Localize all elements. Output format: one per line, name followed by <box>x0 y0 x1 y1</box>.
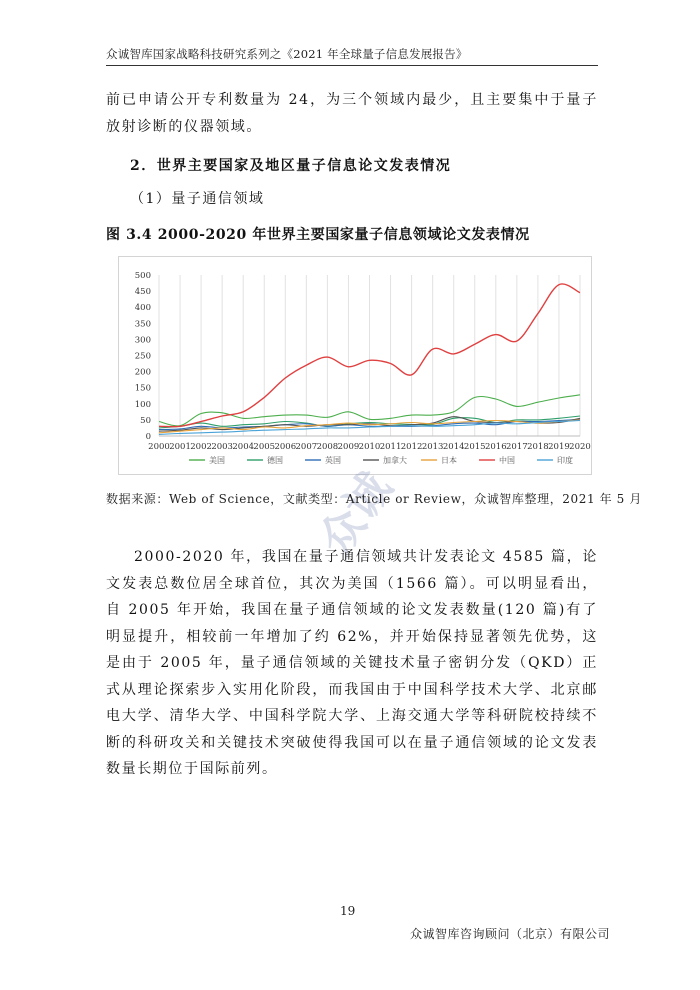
x-tick-label: 2006 <box>274 442 297 452</box>
y-tick-label: 250 <box>134 351 151 362</box>
paragraph-2: 2000-2020 年，我国在量子通信领域共计发表论文 4585 篇，论文发表总数位居全球首位，其次为美国（1566 篇）。可以明显看出，自 2005 年开始，我国在量子通信领域的论文发表数量(120 篇)有了明显提升，相较前一年增加了约 62%，并开始保持显著领先优势，这是由于 2005 年，量子通信领域的关键技术量子密钥分发（QKD）正式从理论探索步入实用化阶段，而我国由于中国科学技术大学、北京邮电大学、清华大学、中国科学院大学、上海交通大学等科研院校持续不断的科研攻关和关键技术突破使得我国可以在量子通信领域的论文发表数量长期位于国际前列。 <box>106 549 598 777</box>
legend-label: 加拿大 <box>383 456 407 465</box>
figure-title: 图 3.4 2000-2020 年世界主要国家量子信息领域论文发表情况 <box>106 227 530 243</box>
y-tick-label: 150 <box>134 383 151 394</box>
section-heading: 2．世界主要国家及地区量子信息论文发表情况 <box>130 158 452 174</box>
y-tick-label: 400 <box>134 303 151 314</box>
y-tick-label: 300 <box>134 335 151 346</box>
x-tick-label: 2018 <box>527 442 549 452</box>
subsection-heading: （1）量子通信领域 <box>130 191 265 207</box>
y-tick-label: 350 <box>134 319 151 330</box>
y-tick-label: 50 <box>140 415 151 426</box>
x-tick-label: 2014 <box>442 442 465 452</box>
watermark-text: 众诚 <box>309 463 402 565</box>
legend-label: 英国 <box>325 456 341 465</box>
legend-label: 德国 <box>267 456 283 465</box>
x-tick-label: 2011 <box>379 442 402 452</box>
legend-label: 中国 <box>499 456 515 465</box>
legend-label: 日本 <box>441 456 457 465</box>
x-tick-label: 2015 <box>463 442 486 452</box>
y-tick-label: 500 <box>134 271 151 281</box>
legend-label: 美国 <box>209 456 225 465</box>
x-tick-label: 2013 <box>421 442 444 452</box>
x-tick-label: 2002 <box>190 442 212 452</box>
legend-label: 印度 <box>557 456 573 465</box>
page-number: 19 <box>340 904 356 918</box>
x-tick-label: 2009 <box>337 442 360 452</box>
y-tick-label: 200 <box>134 367 151 378</box>
running-header: 众诚智库国家战略科技研究系列之《2021 年全球量子信息发展报告》 <box>106 47 468 61</box>
x-tick-label: 2005 <box>253 442 276 452</box>
x-tick-label: 2016 <box>484 442 507 452</box>
x-tick-label: 2020 <box>569 442 591 452</box>
y-tick-label: 450 <box>134 287 151 298</box>
x-tick-label: 2007 <box>295 442 318 452</box>
x-tick-label: 2010 <box>358 442 381 452</box>
x-tick-label: 2001 <box>169 442 191 452</box>
x-tick-label: 2008 <box>316 442 339 452</box>
x-tick-label: 2019 <box>548 442 570 452</box>
y-tick-label: 100 <box>134 399 151 410</box>
source-note: 数据来源：Web of Science，文献类型：Article or Review，众诚智库整理，2021 年 5 月 <box>106 492 642 506</box>
y-tick-label: 0 <box>145 432 151 442</box>
x-tick-label: 2000 <box>148 442 170 452</box>
x-tick-label: 2012 <box>400 442 423 452</box>
x-tick-label: 2003 <box>211 442 233 452</box>
header-rule <box>106 65 598 66</box>
paragraph-1: 前已申请公开专利数量为 24，为三个领域内最少，且主要集中于量子放射诊断的仪器领域。 <box>106 92 598 135</box>
footer-company: 众诚智库咨询顾问（北京）有限公司 <box>410 927 611 941</box>
x-tick-label: 2004 <box>232 442 255 452</box>
x-tick-label: 2017 <box>506 442 528 452</box>
